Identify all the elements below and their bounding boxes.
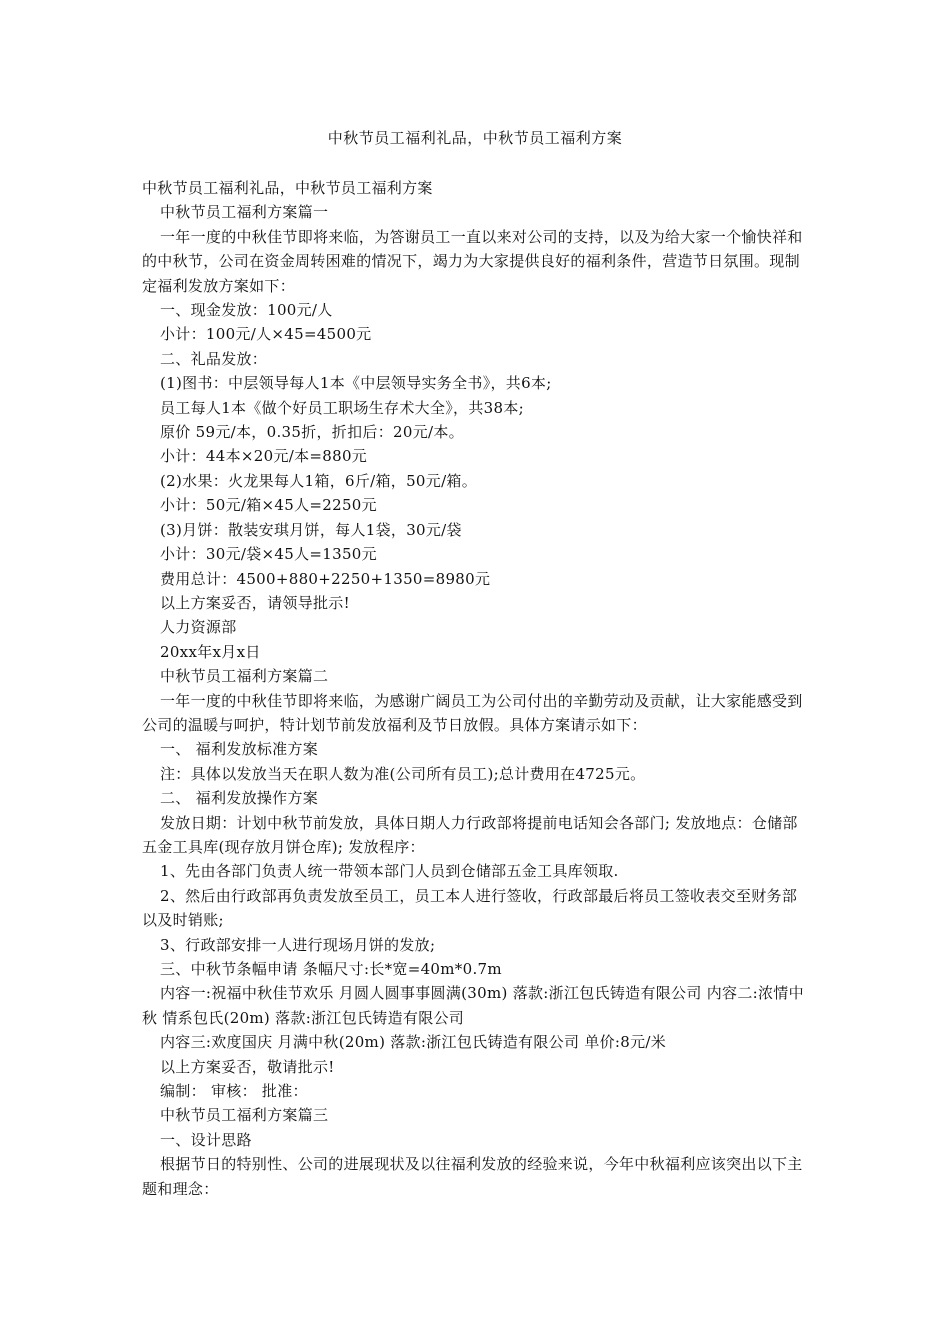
paragraph: 三、中秋节条幅申请 条幅尺寸:长*宽=40m*0.7m [160,960,502,978]
paragraph: 1、先由各部门负责人统一带领本部门人员到仓储部五金工具库领取. [160,862,619,881]
paragraph: 原价 59元/本，0.35折，折扣后：20元/本。 [160,423,464,442]
paragraph: 3、行政部安排一人进行现场月饼的发放; [160,935,436,954]
paragraph: 2、然后由行政部再负责发放至员工，员工本人进行签收，行政部最后将员工签收表交至财务部以及时销账; [142,886,798,930]
paragraph: 一、设计思路 [160,1130,252,1149]
paragraph: 内容一:祝福中秋佳节欢乐 月圆人圆事事圆满(30m) 落款:浙江包氏铸造有限公司 内容二:浓情中秋 情系包氏(20m) 落款:浙江包氏铸造有限公司 [142,984,804,1027]
paragraph: 注：具体以发放当天在职人数为准(公司所有员工);总计费用在4725元。 [160,764,646,783]
paragraph: 以上方案妥否，敬请批示! [160,1057,335,1076]
paragraph: 一年一度的中秋佳节即将来临，为答谢员工一直以来对公司的支持，以及为给大家一个愉快祥和的中秋节，公司在资金周转困难的情况下，竭力为大家提供良好的福利条件，营造节日氛围。现制定福利发放方案如下： [142,227,803,295]
paragraph: 二、 福利发放操作方案 [160,789,319,808]
paragraph: 员工每人1本《做个好员工职场生存术大全》，共38本; [160,398,524,417]
paragraph: (2)水果：火龙果每人1箱，6斤/箱，50元/箱。 [160,471,478,490]
paragraph: 小计：100元/人×45=4500元 [160,325,372,344]
paragraph: 根据节日的特别性、公司的进展现状及以往福利发放的经验来说，今年中秋福利应该突出以下主题和理念： [142,1155,803,1198]
paragraph: 20xx年x月x日 [160,642,261,661]
paragraph: 一年一度的中秋佳节即将来临，为感谢广阔员工为公司付出的辛勤劳动及贡献，让大家能感受到公司的温暖与呵护，特计划节前发放福利及节日放假。具体方案请示如下： [142,691,803,734]
section-heading-part-3: 中秋节员工福利方案篇三 [160,1106,329,1125]
paragraph: 内容三:欢度国庆 月满中秋(20m) 落款:浙江包氏铸造有限公司 单价:8元/米 [160,1033,667,1052]
paragraph: 小计：44本×20元/本=880元 [160,447,368,466]
document-body [142,176,806,1201]
paragraph: 小计：50元/箱×45人=2250元 [160,496,377,515]
section-heading-part-1: 中秋节员工福利方案篇一 [160,203,329,222]
paragraph-subtitle: 中秋节员工福利礼品，中秋节员工福利方案 [142,179,433,197]
paragraph: 一、 福利发放标准方案 [160,740,319,759]
paragraph: 编制： 审核： 批准： [160,1082,308,1101]
paragraph: 二、礼品发放： [160,349,268,368]
paragraph: (1)图书：中层领导每人1本《中层领导实务全书》，共6本; [160,374,552,393]
section-heading-part-2: 中秋节员工福利方案篇二 [160,667,329,686]
paragraph: 人力资源部 [160,618,237,637]
paragraph: 一、现金发放：100元/人 [160,301,333,320]
paragraph: 以上方案妥否，请领导批示! [160,593,350,612]
paragraph: 发放日期：计划中秋节前发放，具体日期人力行政部将提前电话知会各部门; 发放地点：仓储部五金工具库(现存放月饼仓库); 发放程序： [142,813,798,856]
paragraph: 费用总计：4500+880+2250+1350=8980元 [160,569,491,588]
document-title: 中秋节员工福利礼品，中秋节员工福利方案 [327,129,623,147]
paragraph: (3)月饼：散装安琪月饼，每人1袋，30元/袋 [160,520,462,539]
paragraph: 小计：30元/袋×45人=1350元 [160,545,377,564]
